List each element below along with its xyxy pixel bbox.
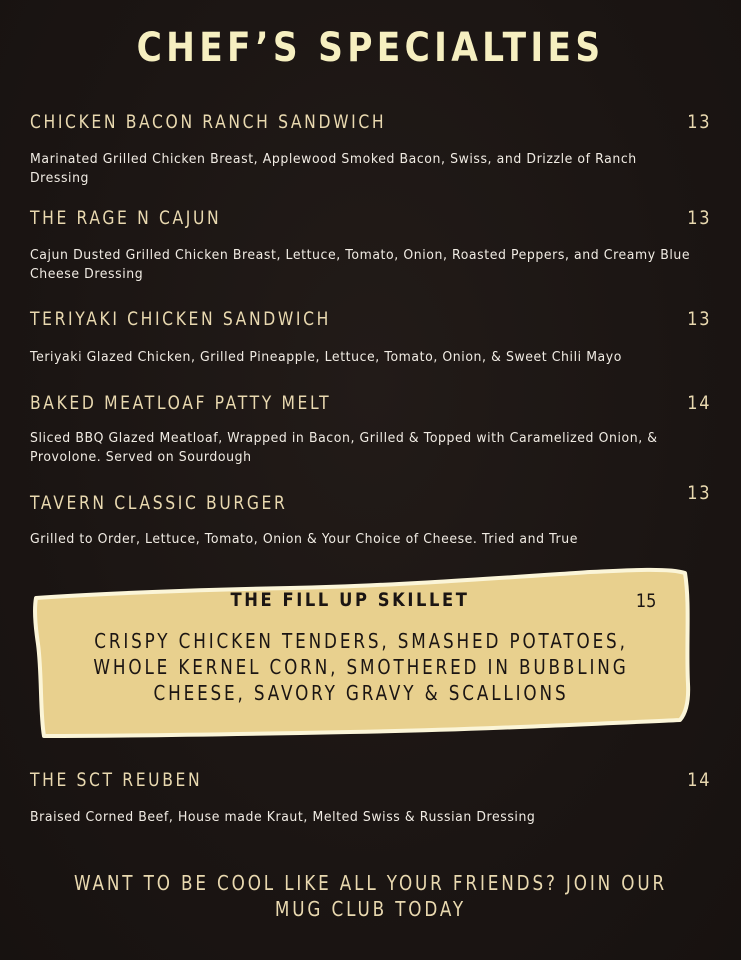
menu-item-name: THE RAGE N CAJUN — [30, 207, 222, 229]
page-title: CHEF’S SPECIALTIES — [136, 25, 605, 71]
menu-item-description: Braised Corned Beef, House made Kraut, Melted Swiss & Russian Dressing — [30, 810, 536, 825]
menu-item-price: 13 — [687, 111, 711, 133]
mug-club-promo: WANT TO BE COOL LIKE ALL YOUR FRIENDS? JOIN OUR MUG CLUB TODAY — [73, 871, 668, 921]
menu-item-name: THE SCT REUBEN — [30, 769, 203, 791]
menu-item-name: CHICKEN BACON RANCH SANDWICH — [30, 111, 387, 133]
menu-item-name: BAKED MEATLOAF PATTY MELT — [30, 392, 332, 414]
menu-item-price: 13 — [687, 482, 711, 504]
menu-item-description: Marinated Grilled Chicken Breast, Applewood Smoked Bacon, Swiss, and Drizzle of Ranch Dressing — [30, 152, 637, 186]
menu-item-name: TERIYAKI CHICKEN SANDWICH — [30, 308, 331, 330]
menu-item-price: 14 — [687, 769, 711, 791]
menu-item-price: 13 — [687, 207, 711, 229]
menu-item-price: 14 — [687, 392, 711, 414]
featured-item-name: THE FILL UP SKILLET — [230, 589, 470, 611]
menu-item-name: TAVERN CLASSIC BURGER — [30, 492, 288, 514]
menu-item-description: Teriyaki Glazed Chicken, Grilled Pineapple, Lettuce, Tomato, Onion, & Sweet Chili Mayo — [30, 350, 622, 365]
featured-item-box — [30, 564, 692, 742]
featured-item-description: CRISPY CHICKEN TENDERS, SMASHED POTATOES, WHOLE KERNEL CORN, SMOTHERED IN BUBBLING CHEESE, SAVORY GRAVY & SCALLIONS — [93, 629, 629, 705]
menu-item-description: Grilled to Order, Lettuce, Tomato, Onion & Your Choice of Cheese. Tried and True — [30, 532, 578, 547]
menu-item-description: Sliced BBQ Glazed Meatloaf, Wrapped in Bacon, Grilled & Topped with Caramelized Onion, & Provolone. Served on Sourdough — [30, 431, 658, 465]
menu-item-price: 13 — [687, 308, 711, 330]
featured-item-price: 15 — [635, 590, 657, 612]
menu-item-description: Cajun Dusted Grilled Chicken Breast, Lettuce, Tomato, Onion, Roasted Peppers, and Creamy Blue Cheese Dressing — [30, 248, 691, 282]
